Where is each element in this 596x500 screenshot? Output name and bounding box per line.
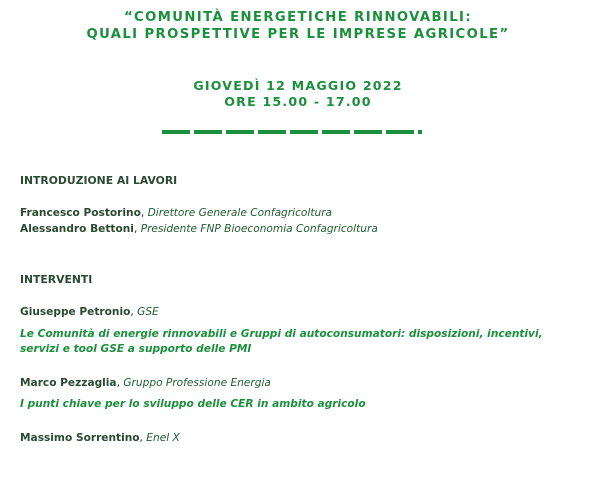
speaker-line: [20, 206, 590, 222]
section-heading-intro: INTRODUZIONE AI LAVORI: [20, 174, 178, 187]
divider-dash: [194, 130, 222, 134]
talk-title: I punti chiave per lo sviluppo delle CER in ambito agricolo: [20, 398, 366, 410]
program-content: [20, 174, 590, 446]
speaker-role: Presidente FNP Bioeconomia Confagricoltura: [140, 222, 378, 235]
talk-title: Le Comunità di energie rinnovabili e Gruppi di autoconsumatori: disposizioni, incentivi,: [20, 327, 543, 340]
event-datetime: [0, 78, 596, 110]
speaker-name: Massimo Sorrentino: [20, 431, 140, 444]
speaker-name: Giuseppe Petronio: [20, 306, 131, 318]
divider-dash: [290, 130, 318, 134]
speaker-role: Direttore Generale Confagricoltura: [147, 207, 333, 219]
speaker-separator: ,: [133, 222, 141, 235]
section-heading-interventi: INTERVENTI: [20, 273, 93, 286]
speaker-name: Francesco Postorino: [20, 207, 141, 219]
speaker-separator: ,: [130, 306, 138, 318]
event-title-line-2: QUALI PROSPETTIVE PER LE IMPRESE AGRICOLE”: [86, 27, 510, 42]
event-title: [0, 9, 596, 43]
speaker-line: [20, 431, 590, 447]
event-time: ORE 15.00 - 17.00: [224, 94, 372, 109]
speaker-role: Enel X: [146, 431, 180, 444]
divider-dash: [354, 130, 382, 134]
divider-dash: [162, 130, 190, 134]
speaker-role: GSE: [137, 306, 159, 318]
speaker-line: [20, 305, 590, 321]
divider-dash: [386, 130, 414, 134]
speaker-role: Gruppo Professione Energia: [123, 376, 271, 389]
talk-title: servizi e tool GSE a supporto delle PMI: [20, 343, 252, 355]
speaker-line: [20, 376, 590, 392]
speaker-separator: ,: [140, 207, 148, 219]
speaker-separator: ,: [139, 431, 147, 444]
dashed-divider: [162, 130, 422, 134]
divider-dot: [418, 130, 422, 134]
speaker-name: Marco Pezzaglia: [20, 376, 117, 389]
speaker-separator: ,: [116, 376, 124, 389]
divider-dash: [322, 130, 350, 134]
divider-dash: [226, 130, 254, 134]
speaker-name: Alessandro Bettoni: [20, 222, 134, 235]
speaker-line: [20, 222, 590, 238]
event-date: GIOVEDÌ 12 MAGGIO 2022: [193, 78, 403, 93]
event-title-line-1: “COMUNITÀ ENERGETICHE RINNOVABILI:: [123, 10, 472, 25]
divider-dash: [258, 130, 286, 134]
